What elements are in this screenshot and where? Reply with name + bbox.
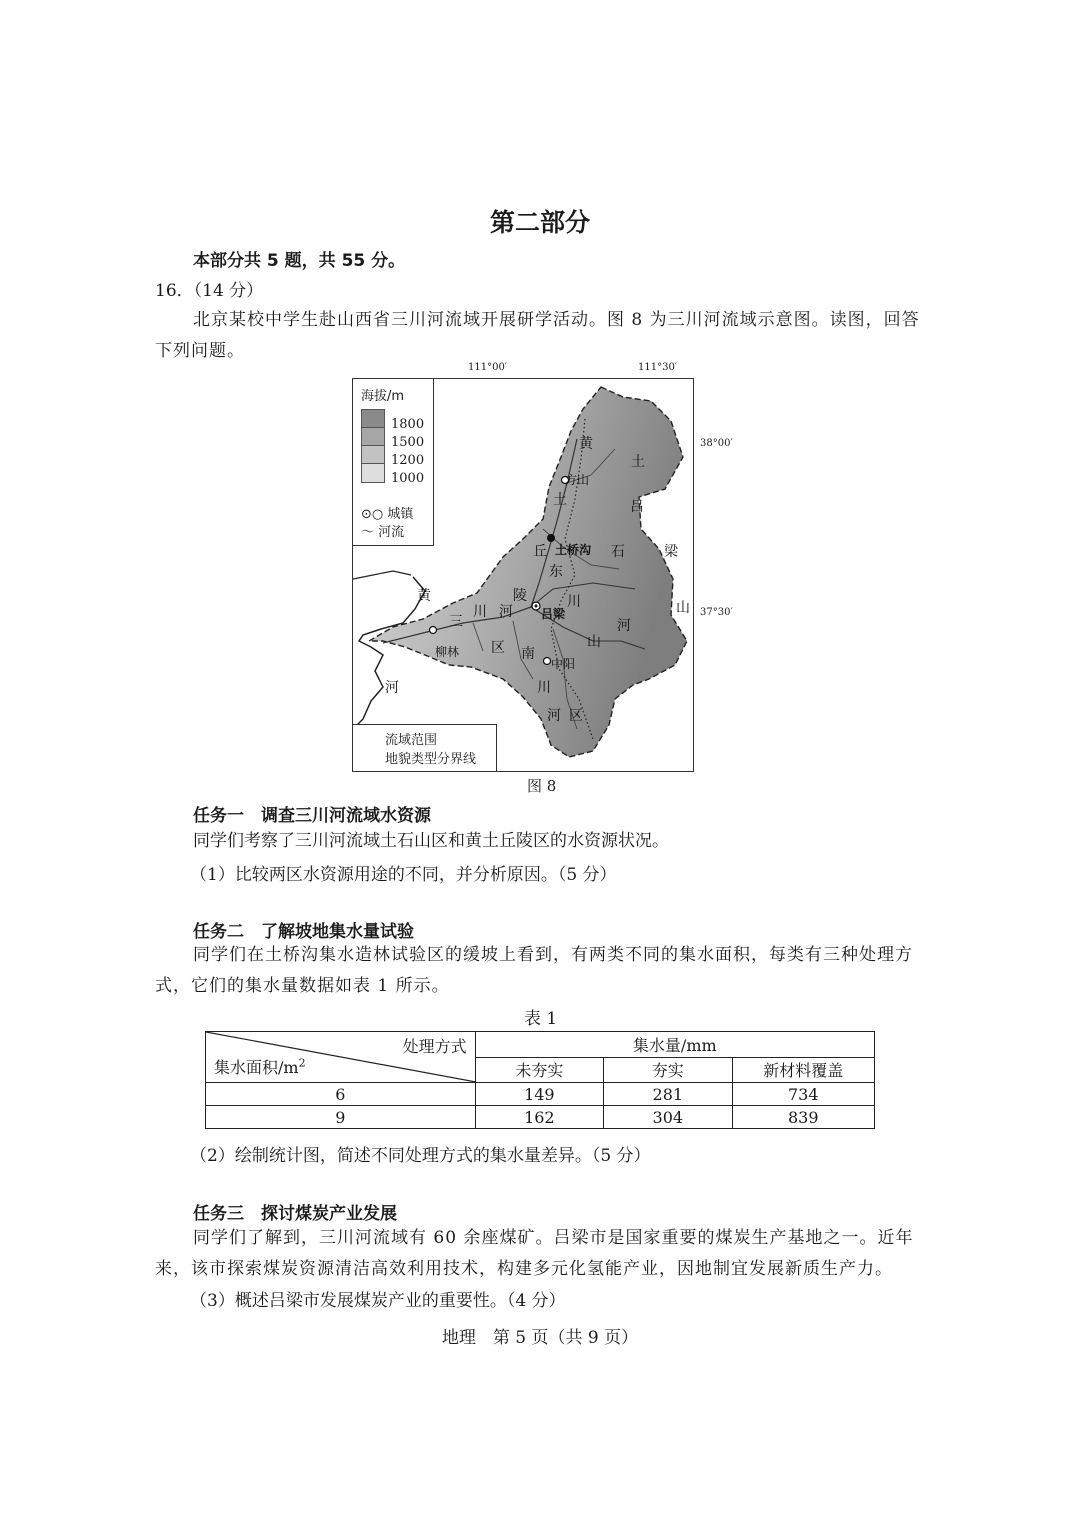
section-title: 第二部分 [489, 208, 590, 237]
legend-river [361, 521, 404, 540]
table-cell: 6 [206, 1083, 476, 1106]
table-cell: 281 [604, 1083, 732, 1106]
label-dong: 东 [549, 564, 563, 580]
figure-caption: 图 8 [527, 777, 557, 795]
town-label-lvliang: 吕梁 [541, 607, 566, 621]
table-caption: 表 1 [524, 1009, 558, 1029]
swatch-1200 [361, 445, 385, 465]
table-cell: 734 [732, 1083, 874, 1106]
label-ling: 陵 [513, 588, 527, 604]
group-header: 集水量/mm [475, 1032, 874, 1058]
table-cell: 149 [475, 1083, 603, 1106]
data-table [205, 1031, 875, 1129]
label-sanchuan-he: 河 [499, 604, 513, 620]
label-huanghe-he: 河 [385, 680, 399, 696]
col-header: 未夯实 [475, 1057, 603, 1083]
table-cell: 162 [475, 1106, 603, 1129]
label-shan: 山 [587, 634, 601, 650]
town-label-liulin: 柳林 [435, 645, 460, 659]
town-liulin [430, 627, 437, 634]
town-label-tuqiaogou: 土桥沟 [555, 543, 592, 557]
swatch-1000 [361, 463, 385, 483]
table-row [206, 1083, 875, 1106]
label-nanchuan-chuan: 川 [537, 680, 551, 696]
town-tuqiaogou [547, 534, 555, 542]
label-qiu: 丘 [533, 544, 547, 560]
table-cell: 304 [604, 1106, 732, 1129]
elev-1800: 1800 [391, 417, 425, 432]
coord-lon-2: 111°30′ [638, 362, 678, 373]
label-shi: 石 [611, 544, 625, 560]
elev-1000: 1000 [391, 471, 425, 486]
legend-town [361, 503, 413, 522]
yellow-river [353, 577, 425, 729]
task2-text: 同学们在土桥沟集水造林试验区的缓坡上看到，有两类不同的集水面积，每类有三种处理方式，它们的集水量数据如表 1 所示。 [155, 945, 913, 996]
label-qu: 区 [491, 640, 505, 656]
page-footer: 地理 第 5 页（共 9 页） [441, 1328, 639, 1348]
section-intro: 本部分共 5 题，共 55 分。 [193, 251, 406, 271]
swatch-1500 [361, 427, 385, 447]
town-symbol-icon: ⊙○ [361, 507, 384, 522]
task3-text: 同学们了解到，三川河流域有 60 余座煤矿。吕梁市是国家重要的煤炭生产基地之一。近年来，该市探索煤炭资源清洁高效利用技术，构建多元化氢能产业，因地制宜发展新质生产力。 [155, 1228, 914, 1279]
task2-question: （2）绘制统计图，简述不同处理方式的集水量差异。（5 分） [190, 1146, 651, 1166]
elev-1200: 1200 [391, 453, 425, 468]
task1-title: 任务一 调查三川河流域水资源 [193, 806, 431, 826]
legend-title: 海拔/m [361, 389, 405, 404]
label-nanchuan-nan: 南 [521, 646, 535, 662]
label-huanghe-huang: 黄 [417, 588, 431, 604]
town-label-fangshan: 方山 [565, 473, 590, 487]
corner-bottom-text: 集水面积/m [214, 1058, 299, 1077]
legend-town-label: 城镇 [387, 507, 414, 522]
table-row [206, 1106, 875, 1129]
legend-landform: 地貌类型分界线 [385, 752, 477, 767]
boundary-legend [352, 724, 497, 772]
label-he: 河 [617, 618, 631, 634]
swatch-1800 [361, 409, 385, 429]
task2-title: 任务二 了解坡地集水量试验 [193, 922, 414, 942]
coord-lat-2: 37°30′ [700, 607, 733, 618]
col-header: 夯实 [604, 1057, 732, 1083]
coord-lon-1: 111°00′ [468, 362, 508, 373]
table-corner-cell [206, 1032, 476, 1083]
label-tu-north: 土 [631, 454, 645, 470]
task3-title: 任务三 探讨煤炭产业发展 [193, 1204, 397, 1224]
label-sanchuan-chuan: 川 [473, 604, 487, 620]
table-cell: 9 [206, 1106, 476, 1129]
label-nanchuan-he: 河 [547, 708, 561, 724]
task1-text: 同学们考察了三川河流域土石山区和黄土丘陵区的水资源状况。 [193, 831, 669, 851]
intro-text: 北京某校中学生赴山西省三川河流域开展研学活动。图 8 为三川河流域示意图。读图，回答下列问题。 [155, 310, 920, 361]
label-lv: 吕 [630, 499, 644, 515]
elev-1500: 1500 [391, 435, 425, 450]
question-header: 16．（14 分） [155, 281, 264, 301]
label-huang: 黄 [579, 436, 593, 452]
label-chuan: 川 [567, 594, 581, 610]
corner-top-label: 处理方式 [402, 1037, 467, 1056]
task1-question: （1）比较两区水资源用途的不同，并分析原因。（5 分） [190, 865, 617, 885]
label-tu: 土 [553, 492, 567, 508]
legend-river-label: 河流 [378, 525, 405, 540]
col-header: 新材料覆盖 [732, 1057, 874, 1083]
label-shan-lv: 山 [676, 600, 690, 616]
table-cell: 839 [732, 1106, 874, 1129]
town-zhongyang [544, 658, 551, 665]
label-sanchuan-san: 三 [449, 614, 463, 630]
label-qu-south: 区 [569, 708, 583, 724]
town-label-zhongyang: 中阳 [551, 657, 576, 671]
label-liang: 梁 [664, 544, 678, 560]
corner-bottom-label [214, 1055, 306, 1078]
legend-basin: 流域范围 [385, 733, 438, 748]
coord-lat-1: 38°00′ [700, 438, 733, 449]
elevation-legend [352, 378, 434, 546]
corner-sup: 2 [298, 1056, 306, 1070]
task3-question: （3）概述吕梁市发展煤炭产业的重要性。（4 分） [190, 1291, 566, 1311]
river-symbol-icon: 〜 [361, 525, 375, 540]
